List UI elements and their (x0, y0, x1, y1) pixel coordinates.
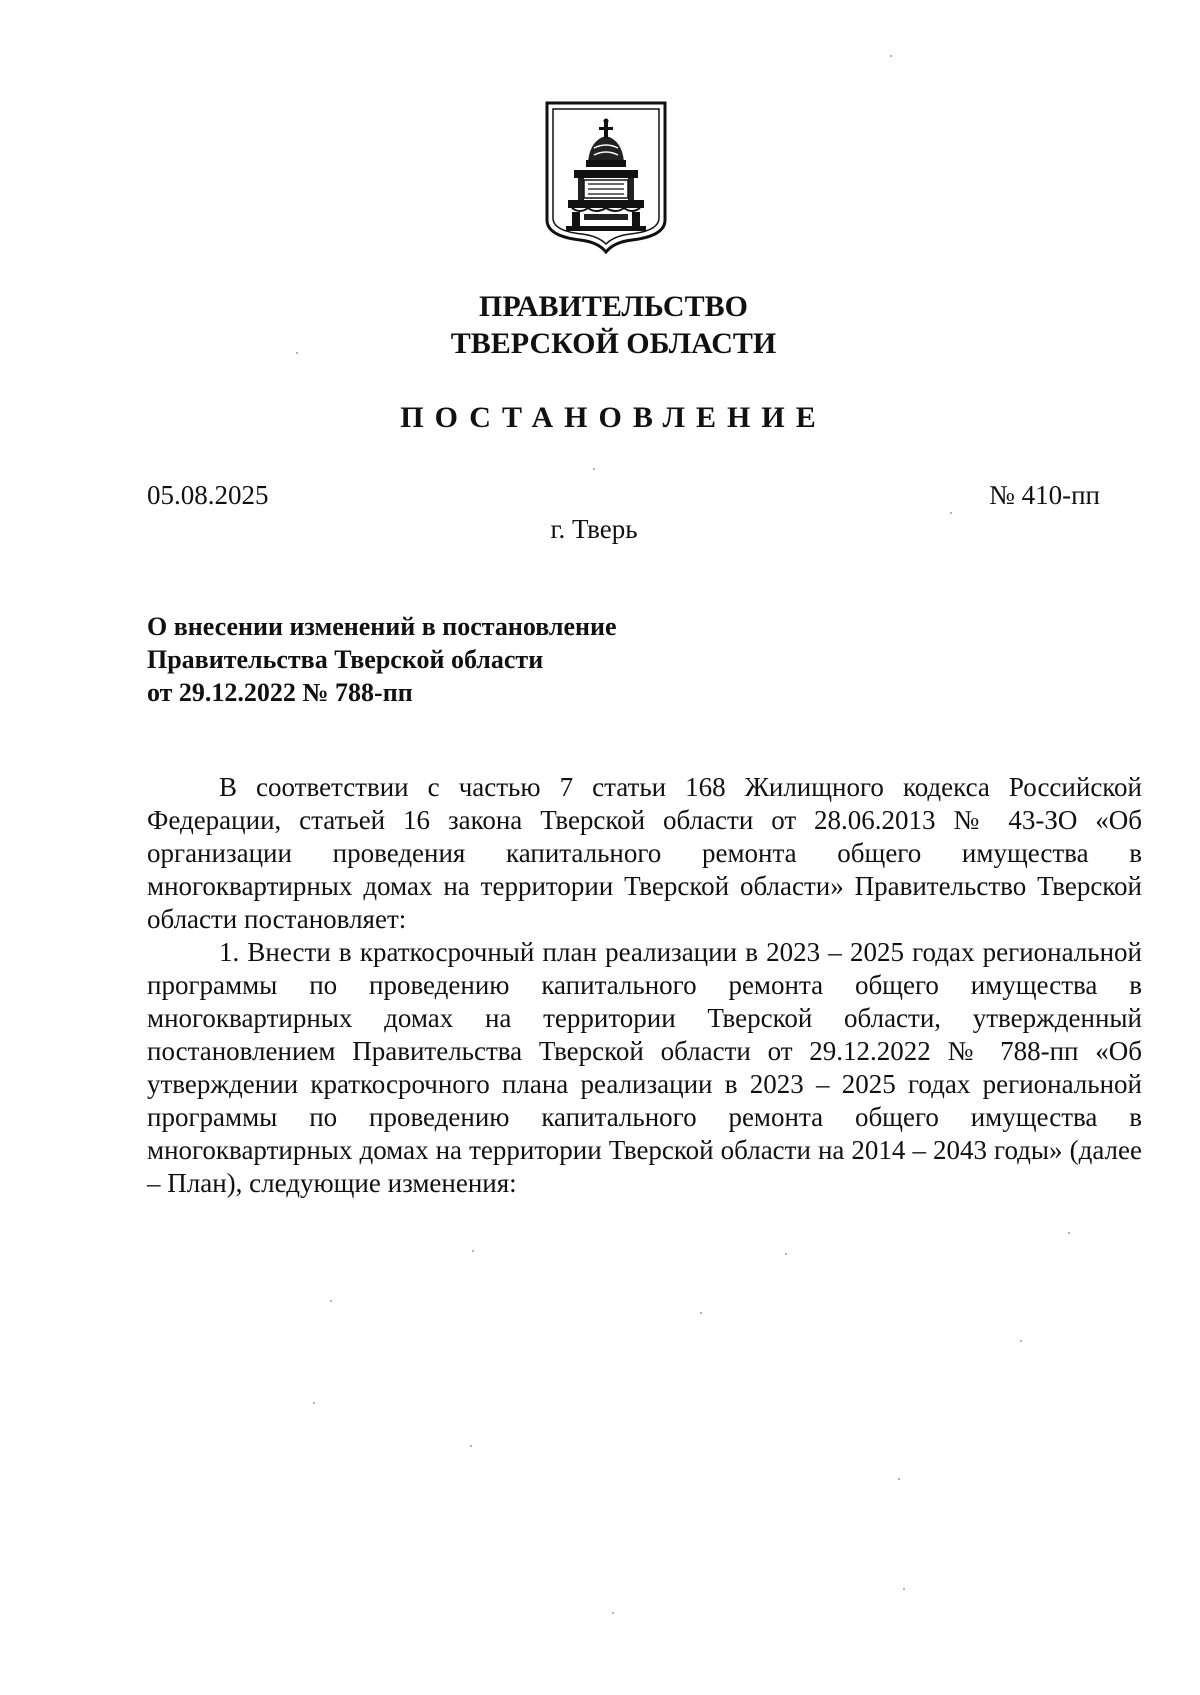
government-name-line-2: ТВЕРСКОЙ ОБЛАСТИ (450, 327, 777, 360)
title-line-2: Правительства Тверской области (147, 645, 544, 674)
body-paragraph-2: 1. Внести в краткосрочный план реализации в 2023 – 2025 годах региональной программы по проведению капитального ремонта общего имущества в многоквартирных домах на территории Тверской области, утвержденный постановлением Правительства Тверской области от 29.12.2022 № 788-пп «Об утверждении краткосрочного плана реализации в 2023 – 2025 годах региональной программы по проведению капитального ремонта общего имущества в многоквартирных домах на территории Тверской области на 2014 – 2043 годы» (далее – План), следующие изменения: (147, 937, 1142, 1198)
document-city: г. Тверь (550, 514, 638, 544)
document-number: № 410-пп (989, 480, 1100, 510)
title-line-1: О внесении изменений в постановление (147, 612, 617, 641)
body-paragraph-1: В соответствии с частью 7 статьи 168 Жилищного кодекса Российской Федерации, статьей 16 закона Тверской области от 28.06.2013 № 43-ЗО «Об организации проведения капитального ремонта общего имущества в многоквартирных домах на территории Тверской области» Правительство Тверской области постановляет: (147, 772, 1142, 934)
document-body (147, 771, 1142, 1200)
document-title (147, 610, 617, 709)
government-name-line-1: ПРАВИТЕЛЬСТВО (479, 290, 748, 323)
title-line-3: от 29.12.2022 № 788-пп (147, 678, 413, 707)
document-date: 05.08.2025 (147, 480, 269, 510)
tver-coat-of-arms-icon (544, 100, 668, 254)
document-type: ПОСТАНОВЛЕНИЕ (400, 401, 827, 434)
